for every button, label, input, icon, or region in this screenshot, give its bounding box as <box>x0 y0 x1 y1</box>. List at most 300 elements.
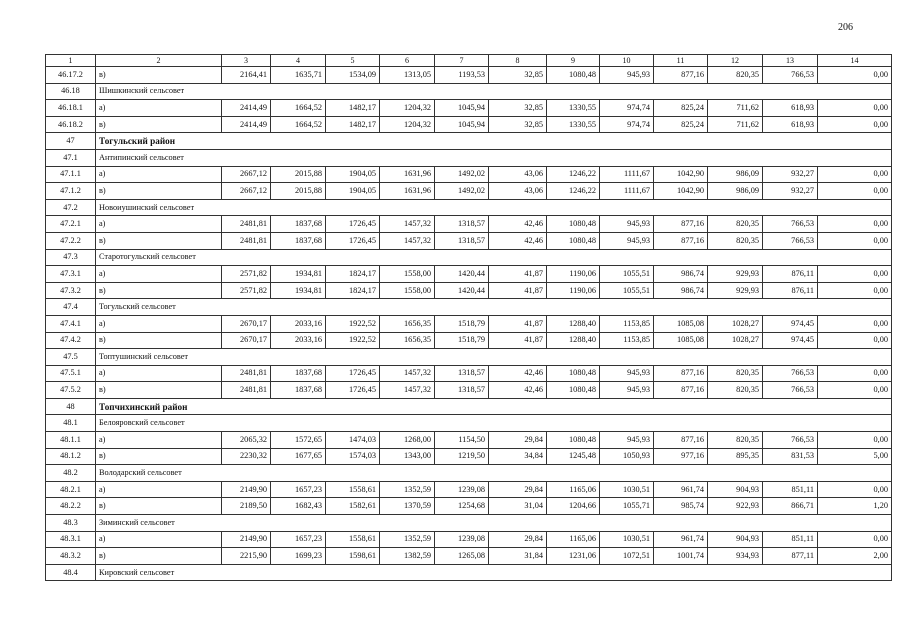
value-cell: 1837,68 <box>271 365 326 382</box>
value-cell: 929,93 <box>708 266 763 283</box>
column-number: 5 <box>326 55 380 67</box>
value-cell: 1085,08 <box>654 315 708 332</box>
value-cell: 2149,90 <box>222 481 271 498</box>
column-number-row <box>46 55 892 67</box>
row-variant: а) <box>96 166 222 183</box>
value-cell: 0,00 <box>818 216 892 233</box>
value-cell: 41,87 <box>489 315 547 332</box>
value-cell: 974,45 <box>763 332 818 349</box>
value-cell: 1457,32 <box>380 216 435 233</box>
row-code: 47.4 <box>46 299 96 316</box>
value-cell: 1085,08 <box>654 332 708 349</box>
row-variant: в) <box>96 67 222 84</box>
value-cell: 42,46 <box>489 216 547 233</box>
value-cell: 1153,85 <box>600 332 654 349</box>
value-cell: 1288,40 <box>547 332 600 349</box>
value-cell: 866,71 <box>763 498 818 515</box>
row-code: 46.18.1 <box>46 100 96 117</box>
value-cell: 32,85 <box>489 116 547 133</box>
table-row <box>46 432 892 449</box>
table-row <box>46 266 892 283</box>
value-cell: 1824,17 <box>326 282 380 299</box>
value-cell: 1420,44 <box>435 282 489 299</box>
value-cell: 877,16 <box>654 365 708 382</box>
value-cell: 42,46 <box>489 232 547 249</box>
value-cell: 2414,49 <box>222 100 271 117</box>
value-cell: 766,53 <box>763 432 818 449</box>
value-cell: 961,74 <box>654 481 708 498</box>
section-name: Тогульский сельсовет <box>96 299 892 316</box>
value-cell: 986,09 <box>708 166 763 183</box>
value-cell: 2164,41 <box>222 67 271 84</box>
value-cell: 961,74 <box>654 531 708 548</box>
value-cell: 0,00 <box>818 166 892 183</box>
district-row <box>46 133 892 150</box>
value-cell: 2481,81 <box>222 382 271 399</box>
value-cell: 1042,90 <box>654 183 708 200</box>
value-cell: 711,62 <box>708 116 763 133</box>
value-cell: 1572,65 <box>271 432 326 449</box>
value-cell: 1268,00 <box>380 432 435 449</box>
value-cell: 877,16 <box>654 216 708 233</box>
row-variant: а) <box>96 531 222 548</box>
column-number: 11 <box>654 55 708 67</box>
value-cell: 1190,06 <box>547 282 600 299</box>
value-cell: 904,93 <box>708 481 763 498</box>
value-cell: 1318,57 <box>435 232 489 249</box>
value-cell: 2571,82 <box>222 266 271 283</box>
value-cell: 1726,45 <box>326 382 380 399</box>
table-row <box>46 232 892 249</box>
value-cell: 43,06 <box>489 183 547 200</box>
row-variant: а) <box>96 266 222 283</box>
value-cell: 1153,85 <box>600 315 654 332</box>
value-cell: 2481,81 <box>222 216 271 233</box>
value-cell: 1518,79 <box>435 332 489 349</box>
value-cell: 986,74 <box>654 266 708 283</box>
value-cell: 1001,74 <box>654 548 708 565</box>
value-cell: 851,11 <box>763 481 818 498</box>
value-cell: 0,00 <box>818 531 892 548</box>
value-cell: 977,16 <box>654 448 708 465</box>
section-row <box>46 83 892 100</box>
tariff-table <box>45 54 892 581</box>
value-cell: 820,35 <box>708 432 763 449</box>
value-cell: 1072,51 <box>600 548 654 565</box>
row-variant: а) <box>96 365 222 382</box>
value-cell: 945,93 <box>600 382 654 399</box>
value-cell: 877,16 <box>654 432 708 449</box>
value-cell: 1055,71 <box>600 498 654 515</box>
section-row <box>46 465 892 482</box>
value-cell: 945,93 <box>600 232 654 249</box>
value-cell: 1045,94 <box>435 116 489 133</box>
column-number: 1 <box>46 55 96 67</box>
value-cell: 29,84 <box>489 481 547 498</box>
value-cell: 1482,17 <box>326 100 380 117</box>
row-code: 47.5.2 <box>46 382 96 399</box>
value-cell: 1204,32 <box>380 116 435 133</box>
section-name: Зиминский сельсовет <box>96 515 892 532</box>
value-cell: 31,84 <box>489 548 547 565</box>
value-cell: 877,11 <box>763 548 818 565</box>
row-variant: а) <box>96 100 222 117</box>
table-row <box>46 481 892 498</box>
value-cell: 1030,51 <box>600 481 654 498</box>
column-number: 7 <box>435 55 489 67</box>
value-cell: 1904,05 <box>326 166 380 183</box>
value-cell: 831,53 <box>763 448 818 465</box>
value-cell: 825,24 <box>654 100 708 117</box>
value-cell: 1558,61 <box>326 481 380 498</box>
row-code: 48.2.2 <box>46 498 96 515</box>
value-cell: 766,53 <box>763 67 818 84</box>
row-variant: а) <box>96 315 222 332</box>
value-cell: 0,00 <box>818 481 892 498</box>
value-cell: 1677,65 <box>271 448 326 465</box>
value-cell: 1288,40 <box>547 315 600 332</box>
section-name: Новоиушинский сельсовет <box>96 199 892 216</box>
value-cell: 2189,50 <box>222 498 271 515</box>
value-cell: 2033,16 <box>271 332 326 349</box>
row-code: 47.3 <box>46 249 96 266</box>
row-code: 47.3.2 <box>46 282 96 299</box>
section-name: Белояровский сельсовет <box>96 415 892 432</box>
value-cell: 932,27 <box>763 166 818 183</box>
value-cell: 711,62 <box>708 100 763 117</box>
row-code: 47.4.1 <box>46 315 96 332</box>
value-cell: 1330,55 <box>547 116 600 133</box>
value-cell: 1726,45 <box>326 216 380 233</box>
value-cell: 1111,67 <box>600 183 654 200</box>
value-cell: 1635,71 <box>271 67 326 84</box>
value-cell: 1457,32 <box>380 382 435 399</box>
value-cell: 1030,51 <box>600 531 654 548</box>
row-variant: а) <box>96 481 222 498</box>
table-row <box>46 166 892 183</box>
value-cell: 1050,93 <box>600 448 654 465</box>
value-cell: 34,84 <box>489 448 547 465</box>
value-cell: 1699,23 <box>271 548 326 565</box>
value-cell: 1080,48 <box>547 365 600 382</box>
value-cell: 1934,81 <box>271 282 326 299</box>
section-row <box>46 199 892 216</box>
value-cell: 1219,50 <box>435 448 489 465</box>
value-cell: 1482,17 <box>326 116 380 133</box>
value-cell: 0,00 <box>818 382 892 399</box>
column-number: 3 <box>222 55 271 67</box>
value-cell: 1558,61 <box>326 531 380 548</box>
row-code: 47.2 <box>46 199 96 216</box>
value-cell: 1193,53 <box>435 67 489 84</box>
value-cell: 974,45 <box>763 315 818 332</box>
value-cell: 2481,81 <box>222 232 271 249</box>
row-code: 47.1 <box>46 149 96 166</box>
row-code: 48 <box>46 398 96 415</box>
value-cell: 2215,90 <box>222 548 271 565</box>
value-cell: 2065,32 <box>222 432 271 449</box>
table-row <box>46 67 892 84</box>
row-variant: в) <box>96 183 222 200</box>
column-number: 2 <box>96 55 222 67</box>
value-cell: 618,93 <box>763 116 818 133</box>
value-cell: 1055,51 <box>600 282 654 299</box>
value-cell: 0,00 <box>818 332 892 349</box>
value-cell: 1457,32 <box>380 232 435 249</box>
value-cell: 1904,05 <box>326 183 380 200</box>
value-cell: 1154,50 <box>435 432 489 449</box>
value-cell: 1922,52 <box>326 332 380 349</box>
value-cell: 932,27 <box>763 183 818 200</box>
value-cell: 41,87 <box>489 332 547 349</box>
row-variant: в) <box>96 382 222 399</box>
value-cell: 1726,45 <box>326 232 380 249</box>
row-variant: а) <box>96 216 222 233</box>
value-cell: 895,35 <box>708 448 763 465</box>
value-cell: 32,85 <box>489 100 547 117</box>
value-cell: 1922,52 <box>326 315 380 332</box>
section-row <box>46 564 892 581</box>
value-cell: 1080,48 <box>547 382 600 399</box>
table-row <box>46 216 892 233</box>
value-cell: 820,35 <box>708 232 763 249</box>
value-cell: 31,04 <box>489 498 547 515</box>
value-cell: 820,35 <box>708 365 763 382</box>
section-name: Топтушинский сельсовет <box>96 349 892 366</box>
value-cell: 2015,88 <box>271 183 326 200</box>
row-code: 48.3.1 <box>46 531 96 548</box>
value-cell: 1165,06 <box>547 481 600 498</box>
value-cell: 1245,48 <box>547 448 600 465</box>
value-cell: 0,00 <box>818 266 892 283</box>
value-cell: 1934,81 <box>271 266 326 283</box>
row-variant: в) <box>96 548 222 565</box>
row-code: 48.1.1 <box>46 432 96 449</box>
value-cell: 2670,17 <box>222 332 271 349</box>
value-cell: 1558,00 <box>380 266 435 283</box>
value-cell: 1664,52 <box>271 100 326 117</box>
value-cell: 1028,27 <box>708 315 763 332</box>
row-code: 47.4.2 <box>46 332 96 349</box>
value-cell: 32,85 <box>489 67 547 84</box>
value-cell: 1352,59 <box>380 531 435 548</box>
value-cell: 1457,32 <box>380 365 435 382</box>
row-code: 48.4 <box>46 564 96 581</box>
table-row <box>46 531 892 548</box>
table-row <box>46 498 892 515</box>
row-code: 47 <box>46 133 96 150</box>
row-variant: в) <box>96 232 222 249</box>
value-cell: 1534,09 <box>326 67 380 84</box>
row-code: 46.18.2 <box>46 116 96 133</box>
column-number: 4 <box>271 55 326 67</box>
value-cell: 0,00 <box>818 432 892 449</box>
row-code: 46.18 <box>46 83 96 100</box>
value-cell: 1246,22 <box>547 166 600 183</box>
value-cell: 1165,06 <box>547 531 600 548</box>
table-row <box>46 448 892 465</box>
value-cell: 41,87 <box>489 266 547 283</box>
value-cell: 2670,17 <box>222 315 271 332</box>
value-cell: 1598,61 <box>326 548 380 565</box>
value-cell: 1558,00 <box>380 282 435 299</box>
value-cell: 876,11 <box>763 266 818 283</box>
value-cell: 5,00 <box>818 448 892 465</box>
value-cell: 2,00 <box>818 548 892 565</box>
value-cell: 820,35 <box>708 67 763 84</box>
value-cell: 1239,08 <box>435 481 489 498</box>
row-code: 47.5 <box>46 349 96 366</box>
section-row <box>46 249 892 266</box>
value-cell: 42,46 <box>489 365 547 382</box>
value-cell: 618,93 <box>763 100 818 117</box>
row-code: 48.1.2 <box>46 448 96 465</box>
value-cell: 766,53 <box>763 382 818 399</box>
value-cell: 1204,66 <box>547 498 600 515</box>
row-variant: в) <box>96 282 222 299</box>
row-variant: в) <box>96 448 222 465</box>
value-cell: 1492,02 <box>435 166 489 183</box>
column-number: 8 <box>489 55 547 67</box>
value-cell: 2414,49 <box>222 116 271 133</box>
value-cell: 1265,08 <box>435 548 489 565</box>
value-cell: 1837,68 <box>271 216 326 233</box>
value-cell: 1045,94 <box>435 100 489 117</box>
row-code: 48.2 <box>46 465 96 482</box>
value-cell: 1824,17 <box>326 266 380 283</box>
value-cell: 1028,27 <box>708 332 763 349</box>
row-variant: в) <box>96 332 222 349</box>
value-cell: 922,93 <box>708 498 763 515</box>
column-number: 9 <box>547 55 600 67</box>
section-name: Антипинский сельсовет <box>96 149 892 166</box>
section-name: Володарский сельсовет <box>96 465 892 482</box>
value-cell: 1190,06 <box>547 266 600 283</box>
row-code: 47.1.2 <box>46 183 96 200</box>
value-cell: 974,74 <box>600 100 654 117</box>
value-cell: 0,00 <box>818 315 892 332</box>
district-row <box>46 398 892 415</box>
column-number: 13 <box>763 55 818 67</box>
row-code: 46.17.2 <box>46 67 96 84</box>
value-cell: 1837,68 <box>271 382 326 399</box>
value-cell: 1231,06 <box>547 548 600 565</box>
value-cell: 2230,32 <box>222 448 271 465</box>
value-cell: 2481,81 <box>222 365 271 382</box>
column-number: 12 <box>708 55 763 67</box>
table-row <box>46 548 892 565</box>
value-cell: 877,16 <box>654 232 708 249</box>
value-cell: 1352,59 <box>380 481 435 498</box>
value-cell: 1318,57 <box>435 382 489 399</box>
section-row <box>46 415 892 432</box>
value-cell: 1518,79 <box>435 315 489 332</box>
value-cell: 985,74 <box>654 498 708 515</box>
row-code: 47.3.1 <box>46 266 96 283</box>
value-cell: 1420,44 <box>435 266 489 283</box>
district-name: Топчихинский район <box>96 398 892 415</box>
row-code: 48.2.1 <box>46 481 96 498</box>
value-cell: 1080,48 <box>547 216 600 233</box>
table-row <box>46 116 892 133</box>
value-cell: 1656,35 <box>380 315 435 332</box>
value-cell: 876,11 <box>763 282 818 299</box>
value-cell: 877,16 <box>654 382 708 399</box>
row-variant: в) <box>96 116 222 133</box>
value-cell: 1664,52 <box>271 116 326 133</box>
value-cell: 1055,51 <box>600 266 654 283</box>
row-code: 48.1 <box>46 415 96 432</box>
value-cell: 0,00 <box>818 365 892 382</box>
row-code: 47.2.2 <box>46 232 96 249</box>
table-row <box>46 100 892 117</box>
value-cell: 945,93 <box>600 432 654 449</box>
value-cell: 1318,57 <box>435 216 489 233</box>
row-code: 47.2.1 <box>46 216 96 233</box>
value-cell: 1631,96 <box>380 183 435 200</box>
district-name: Тогульский район <box>96 133 892 150</box>
value-cell: 945,93 <box>600 67 654 84</box>
value-cell: 929,93 <box>708 282 763 299</box>
value-cell: 1330,55 <box>547 100 600 117</box>
value-cell: 986,74 <box>654 282 708 299</box>
value-cell: 825,24 <box>654 116 708 133</box>
row-code: 48.3 <box>46 515 96 532</box>
value-cell: 2149,90 <box>222 531 271 548</box>
value-cell: 820,35 <box>708 216 763 233</box>
section-name: Старотогульский сельсовет <box>96 249 892 266</box>
table-row <box>46 382 892 399</box>
table-row <box>46 315 892 332</box>
value-cell: 1204,32 <box>380 100 435 117</box>
value-cell: 934,93 <box>708 548 763 565</box>
value-cell: 1370,59 <box>380 498 435 515</box>
value-cell: 1080,48 <box>547 67 600 84</box>
column-number: 14 <box>818 55 892 67</box>
value-cell: 43,06 <box>489 166 547 183</box>
value-cell: 1318,57 <box>435 365 489 382</box>
value-cell: 1582,61 <box>326 498 380 515</box>
value-cell: 1656,35 <box>380 332 435 349</box>
value-cell: 1313,05 <box>380 67 435 84</box>
value-cell: 0,00 <box>818 282 892 299</box>
value-cell: 945,93 <box>600 365 654 382</box>
section-name: Шишкинский сельсовет <box>96 83 892 100</box>
value-cell: 1080,48 <box>547 432 600 449</box>
value-cell: 1246,22 <box>547 183 600 200</box>
value-cell: 41,87 <box>489 282 547 299</box>
value-cell: 945,93 <box>600 216 654 233</box>
value-cell: 42,46 <box>489 382 547 399</box>
section-row <box>46 149 892 166</box>
value-cell: 1726,45 <box>326 365 380 382</box>
column-number: 10 <box>600 55 654 67</box>
value-cell: 0,00 <box>818 116 892 133</box>
value-cell: 1042,90 <box>654 166 708 183</box>
value-cell: 2015,88 <box>271 166 326 183</box>
column-number: 6 <box>380 55 435 67</box>
value-cell: 1343,00 <box>380 448 435 465</box>
value-cell: 904,93 <box>708 531 763 548</box>
row-code: 47.1.1 <box>46 166 96 183</box>
value-cell: 0,00 <box>818 100 892 117</box>
value-cell: 766,53 <box>763 232 818 249</box>
value-cell: 766,53 <box>763 365 818 382</box>
value-cell: 1,20 <box>818 498 892 515</box>
value-cell: 1239,08 <box>435 531 489 548</box>
value-cell: 1111,67 <box>600 166 654 183</box>
value-cell: 2667,12 <box>222 183 271 200</box>
